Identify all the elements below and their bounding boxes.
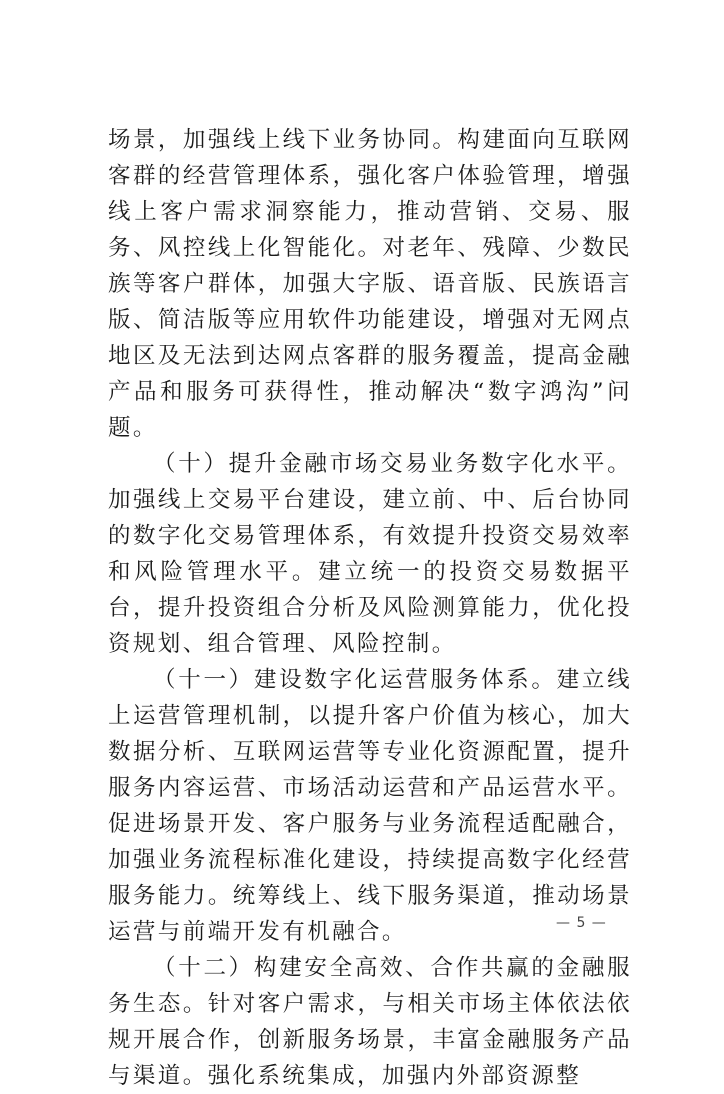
page-number: — 5 — bbox=[556, 915, 607, 931]
paragraph-3: （十一）建设数字化运营服务体系。建立线上运营管理机制，以提升客户价值为核心，加大数据分析、互联网运营等专业化资源配置，提升服务内容运营、市场活动运营和产品运营水平。促进场景开发、客户服务与业务流程适配融合，加强业务流程标准化建设，持续提高数字化经营服务能力。统筹线上、线下服务渠道，推动场景运营与前端开发有机融合。 bbox=[108, 667, 632, 945]
paragraph-1: 场景，加强线上线下业务协同。构建面向互联网客群的经营管理体系，强化客户体验管理，增强线上客户需求洞察能力，推动营销、交易、服务、风控线上化智能化。对老年、残障、少数民族等客户群体，加强大字版、语音版、民族语言版、简洁版等应用软件功能建设，增强对无网点地区及无法到达网点客群的服务覆盖，提高金融产品和服务可获得性，推动解决“数字鸿沟”问题。 bbox=[108, 127, 632, 441]
paragraph-4: （十二）构建安全高效、合作共赢的金融服务生态。针对客户需求，与相关市场主体依法依规开展合作，创新服务场景，丰富金融服务产品与渠道。强化系统集成，加强内外部资源整 bbox=[108, 955, 632, 1089]
paragraph-2: （十）提升金融市场交易业务数字化水平。加强线上交易平台建设，建立前、中、后台协同的数字化交易管理体系，有效提升投资交易效率和风险管理水平。建立统一的投资交易数据平台，提升投资组合分析及风险测算能力，优化投资规划、组合管理、风险控制。 bbox=[108, 451, 632, 657]
body-text bbox=[108, 122, 632, 1094]
